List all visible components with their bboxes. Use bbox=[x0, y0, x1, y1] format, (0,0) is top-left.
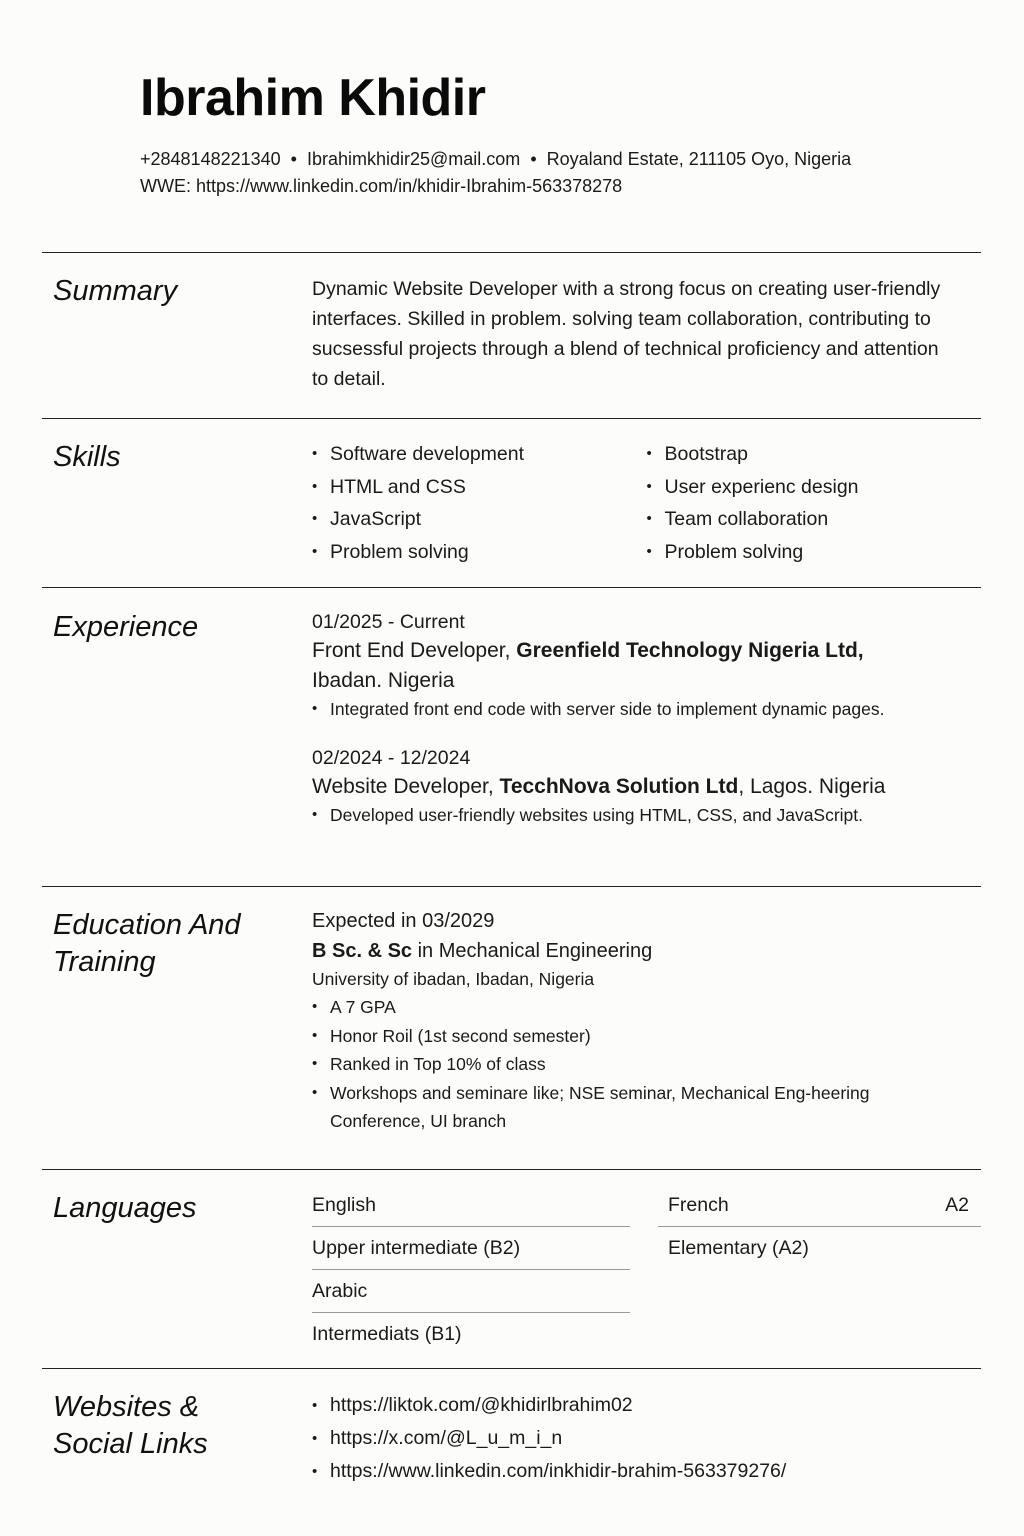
address: Royaland Estate, 211105 Oyo, Nigeria bbox=[546, 149, 852, 169]
job-entry bbox=[312, 744, 981, 828]
job-location: , Lagos. Nigeria bbox=[738, 775, 886, 798]
job-bullets bbox=[312, 802, 981, 828]
skill-item: • Bootstrap bbox=[647, 438, 982, 471]
job-entry bbox=[312, 608, 981, 722]
language-badge: A2 bbox=[945, 1194, 969, 1216]
language-level: Upper intermediate (B2) bbox=[312, 1227, 630, 1270]
job-title bbox=[312, 636, 981, 696]
section-title-line: Social Links bbox=[53, 1428, 208, 1460]
section-title-languages: Languages bbox=[53, 1192, 197, 1224]
education-bullets bbox=[312, 993, 942, 1136]
section-title-summary: Summary bbox=[53, 275, 178, 307]
languages-col-right bbox=[658, 1184, 981, 1269]
skill-item: • Team collaboration bbox=[647, 503, 982, 536]
job-title bbox=[312, 772, 981, 802]
languages-section bbox=[42, 1169, 981, 1368]
language-name: English bbox=[312, 1184, 630, 1227]
social-link-x[interactable]: • https://x.com/@L_u_m_i_n bbox=[312, 1422, 981, 1455]
degree-abbrev: B Sc. & Sc bbox=[312, 940, 413, 962]
resume-header bbox=[140, 66, 851, 200]
job-role: Website Developer, bbox=[312, 775, 500, 798]
skills-list-right bbox=[647, 438, 982, 568]
section-title-line: Websites & bbox=[53, 1391, 200, 1423]
section-title-links bbox=[53, 1389, 208, 1463]
education-bullet: • Ranked in Top 10% of class bbox=[312, 1050, 942, 1079]
job-location: Ibadan. Nigeria bbox=[312, 669, 455, 692]
separator-dot: • bbox=[290, 149, 297, 169]
skill-item: • Problem solving bbox=[312, 536, 647, 569]
language-level: Elementary (A2) bbox=[668, 1237, 809, 1259]
links-section bbox=[42, 1368, 981, 1519]
job-date: 02/2024 - 12/2024 bbox=[312, 747, 471, 769]
education-date: Expected in 03/2029 bbox=[312, 910, 495, 932]
job-date: 01/2025 - Current bbox=[312, 611, 465, 633]
education-bullet: • A 7 GPA bbox=[312, 993, 942, 1022]
email-address: Ibrahimkhidir25@mail.com bbox=[306, 149, 521, 169]
job-company: TecchNova Solution Ltd bbox=[499, 775, 739, 798]
language-name: Arabic bbox=[312, 1270, 630, 1313]
skill-item: • JavaScript bbox=[312, 503, 647, 536]
section-title-skills: Skills bbox=[53, 441, 121, 473]
candidate-name: Ibrahim Khidir bbox=[140, 69, 486, 127]
section-title-line: Training bbox=[53, 946, 156, 978]
website-link[interactable]: WWE: https://www.linkedin.com/in/khidir-Ibrahim-563378278 bbox=[140, 176, 623, 196]
language-level: Intermediats (B1) bbox=[312, 1323, 462, 1345]
job-company: Greenfield Technology Nigeria Ltd, bbox=[516, 639, 864, 662]
social-links-list bbox=[312, 1389, 981, 1488]
job-bullets bbox=[312, 696, 981, 722]
summary-text: Dynamic Website Developer with a strong focus on creating user-friendly interfaces. Skilled in problem. solving team collaboration, contributing to sucsessful projects through a blend of technical proficiency and attention to detail. bbox=[312, 278, 941, 390]
skill-item: • HTML and CSS bbox=[312, 471, 647, 504]
education-bullet: • Honor Roil (1st second semester) bbox=[312, 1022, 942, 1051]
education-school: University of ibadan, Ibadan, Nigeria bbox=[312, 969, 595, 989]
languages-col-left bbox=[312, 1184, 630, 1355]
language-row bbox=[658, 1184, 981, 1227]
separator-dot: • bbox=[530, 149, 537, 169]
experience-section bbox=[42, 587, 981, 886]
job-bullet: • Integrated front end code with server side to implement dynamic pages. bbox=[312, 696, 981, 722]
contact-info bbox=[140, 146, 851, 200]
skill-item: • Problem solving bbox=[647, 536, 982, 569]
job-role: Front End Developer, bbox=[312, 639, 517, 662]
social-link-tiktok[interactable]: • https://liktok.com/@khidirlbrahim02 bbox=[312, 1389, 981, 1422]
section-title-line: Education And bbox=[53, 909, 241, 941]
language-name: French bbox=[668, 1194, 729, 1216]
section-title-experience: Experience bbox=[53, 611, 199, 643]
skills-section bbox=[42, 418, 981, 587]
education-bullet: • Workshops and seminare like; NSE seminar, Mechanical Eng-heering Conference, UI branch bbox=[312, 1079, 942, 1136]
social-link-linkedin[interactable]: • https://www.linkedin.com/inkhidir-brahim-563379276/ bbox=[312, 1455, 981, 1488]
skills-list-left bbox=[312, 438, 647, 568]
summary-section bbox=[42, 252, 981, 418]
education-degree bbox=[312, 936, 981, 966]
skill-item: • Software development bbox=[312, 438, 647, 471]
skill-item: • User experienc design bbox=[647, 471, 982, 504]
phone-number: +2848148221340 bbox=[140, 149, 281, 169]
degree-field: in Mechanical Engineering bbox=[412, 940, 653, 962]
section-title-education bbox=[53, 907, 241, 981]
job-bullet: • Developed user-friendly websites using HTML, CSS, and JavaScript. bbox=[312, 802, 981, 828]
education-section bbox=[42, 886, 981, 1169]
